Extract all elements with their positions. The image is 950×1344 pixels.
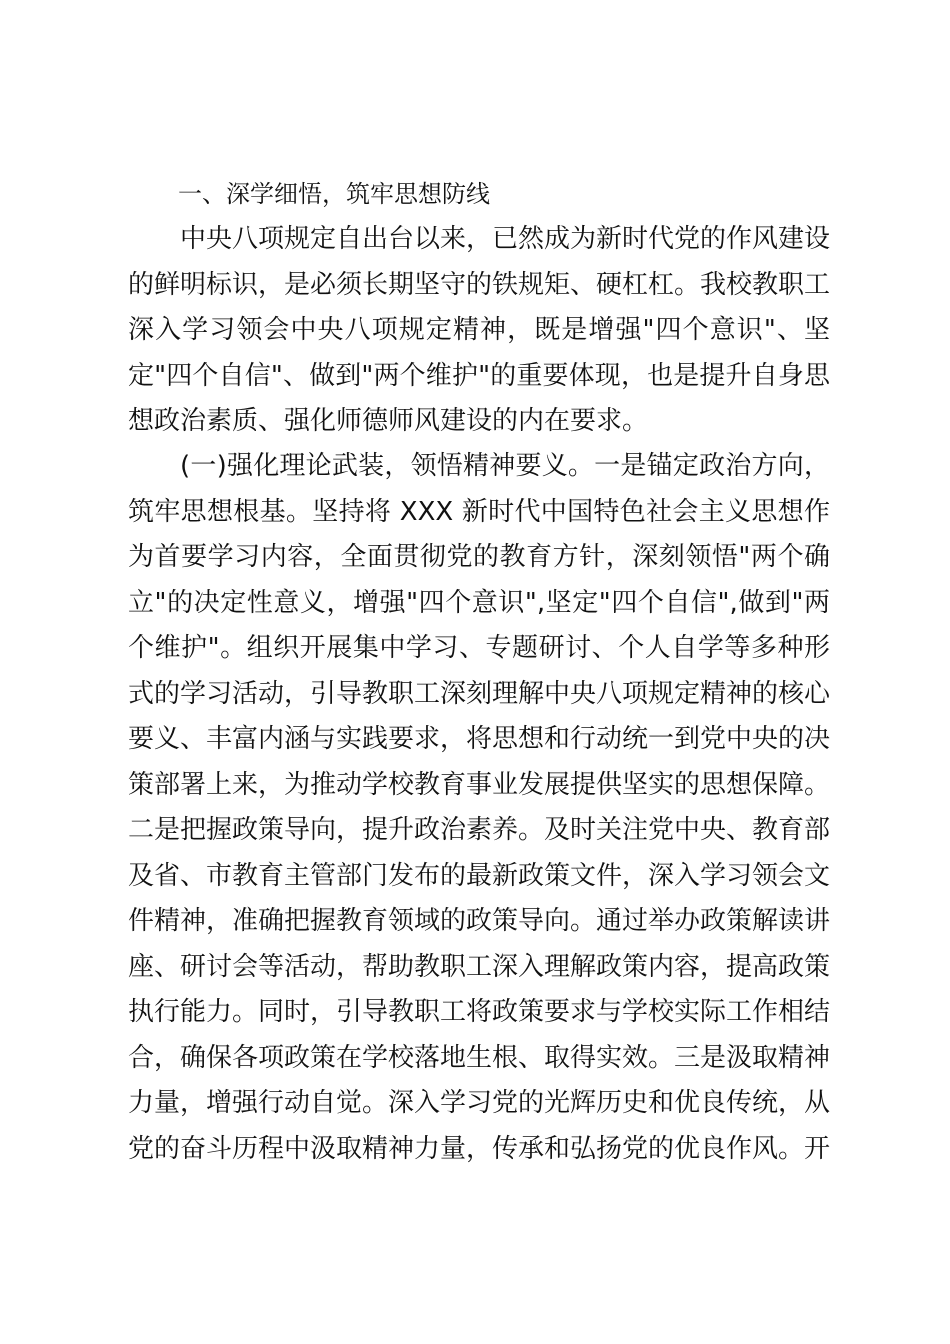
section-heading: 一、深学细悟，筑牢思想防线 (178, 180, 490, 208)
paragraph-theory-study: (一)强化理论武装，领悟精神要义。一是锚定政治方向，筑牢思想根基。坚持将 XXX 新时代中国特色社会主义思想作为首要学习内容，全面贯彻党的教育方针，深刻领悟"两个确立"的决定性意义，增强"四个意识",坚定"四个自信",做到"两个维护"。组织开展集中学习、专题研讨、个人自学等多种形式的学习活动，引导教职工深刻理解中央八项规定精神的核心要义、丰富内涵与实践要求，将思想和行动统一到党中央的决策部署上来，为推动学校教育事业发展提供坚实的思想保障。二是把握政策导向，提升政治素养。及时关注党中央、教育部及省、市教育主管部门发布的最新政策文件，深入学习领会文件精神，准确把握教育领域的政策导向。通过举办政策解读讲座、研讨会等活动，帮助教职工深入理解政策内容，提高政策执行能力。同时，引导教职工将政策要求与学校实际工作相结合，确保各项政策在学校落地生根、取得实效。三是汲取精神力量，增强行动自觉。深入学习党的光辉历史和优良传统，从党的奋斗历程中汲取精神力量，传承和弘扬党的优良作风。开 (128, 451, 831, 1164)
paragraph-intro: 中央八项规定自出台以来，已然成为新时代党的作风建设的鲜明标识，是必须长期坚守的铁规矩、硬杠杠。我校教职工深入学习领会中央八项规定精神，既是增强"四个意识"、坚定"四个自信"、做到"两个维护"的重要体现，也是提升自身思想政治素质、强化师德师风建设的内在要求。 (128, 224, 831, 436)
